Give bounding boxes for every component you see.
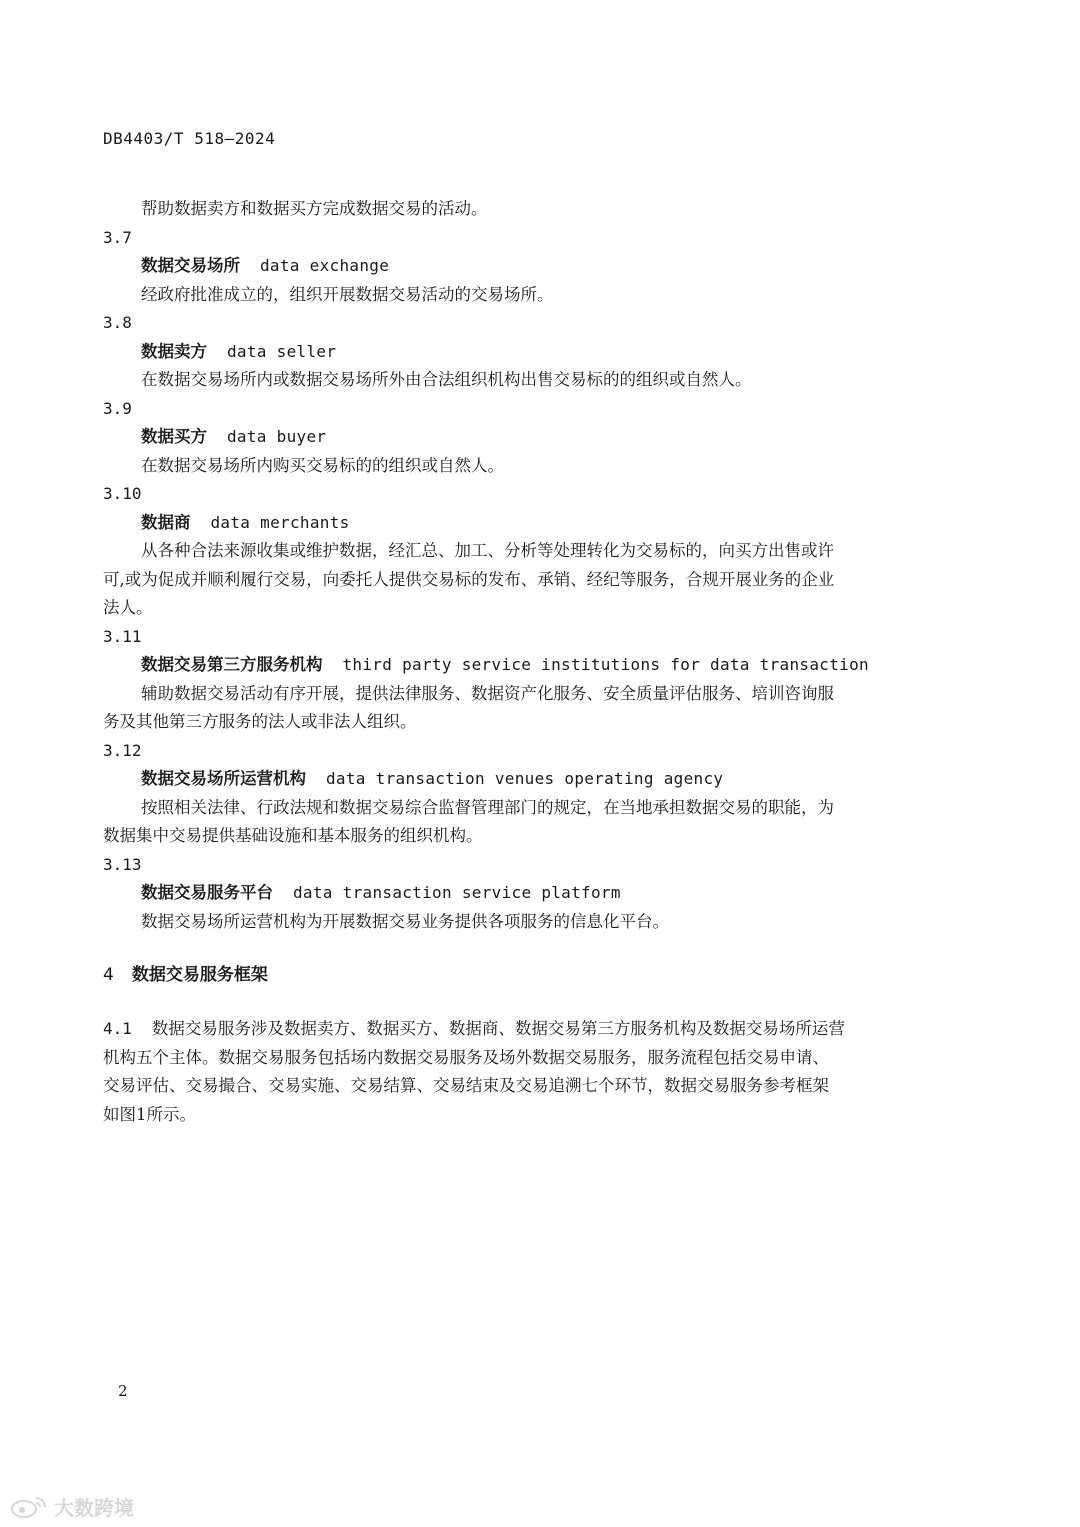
term-title <box>103 252 953 281</box>
clause-line <box>103 1015 953 1044</box>
term-number: 3.9 <box>103 398 132 418</box>
term-definition-line: 可,或为促成并顺利履行交易，向委托人提供交易标的发布、承销、经纪等服务，合规开展业务的企业 <box>103 569 835 589</box>
term-definition-line: 在数据交易场所内购买交易标的的组织或自然人。 <box>141 455 504 475</box>
term-title <box>103 879 953 908</box>
clause-text: 数据交易服务涉及数据卖方、数据买方、数据商、数据交易第三方服务机构及数据交易场所运营 <box>151 1019 845 1038</box>
term-definition-line: 辅助数据交易活动有序开展，提供法律服务、数据资产化服务、安全质量评估服务、培训咨询服 <box>141 683 834 703</box>
term-definition-line: 从各种合法来源收集或维护数据，经汇总、加工、分析等处理转化为交易标的，向买方出售或许 <box>141 541 834 560</box>
term-definition-line: 数据交易场所运营机构为开展数据交易业务提供各项服务的信息化平台。 <box>141 911 669 931</box>
term-title <box>103 423 953 452</box>
weibo-logo-icon <box>10 1494 50 1520</box>
term-definition-line: 在数据交易场所内或数据交易场所外由合法组织机构出售交易标的的组织或自然人。 <box>141 370 752 389</box>
term-number: 3.11 <box>103 626 142 646</box>
clause-4-1 <box>103 1015 953 1129</box>
term-definition-line: 经政府批准成立的，组织开展数据交易活动的交易场所。 <box>141 284 554 304</box>
term-zh: 数据交易服务平台 <box>141 883 273 902</box>
term-number: 3.10 <box>103 484 142 503</box>
term-en: data transaction service platform <box>293 883 621 902</box>
term-title <box>103 651 953 680</box>
term-en: data transaction venues operating agency <box>326 769 724 788</box>
watermark-text: 大数跨境 <box>54 1496 134 1520</box>
term-zh: 数据商 <box>141 512 191 532</box>
term-title <box>103 765 953 794</box>
intro-line: 帮助数据卖方和数据买方完成数据交易的活动。 <box>141 199 488 218</box>
term-definition-line: 数据集中交易提供基础设施和基本服务的组织机构。 <box>103 826 483 845</box>
term-zh: 数据交易第三方服务机构 <box>141 655 323 674</box>
term-number: 3.8 <box>103 313 132 332</box>
term-definition-line: 法人。 <box>103 598 153 617</box>
section-heading <box>103 960 268 985</box>
term-definition-line: 务及其他第三方服务的法人或非法人组织。 <box>103 712 417 731</box>
page-number: 2 <box>118 1382 128 1400</box>
term-en: data exchange <box>260 256 390 275</box>
section-number: 4 <box>103 965 114 985</box>
term-number: 3.13 <box>103 854 142 874</box>
definitions-block <box>103 195 953 936</box>
watermark <box>10 1492 134 1521</box>
term-number: 3.12 <box>103 740 142 760</box>
term-zh: 数据交易场所运营机构 <box>141 769 306 788</box>
clause-number: 4.1 <box>103 1019 132 1038</box>
term-en: data seller <box>227 341 337 361</box>
term-zh: 数据卖方 <box>141 341 207 361</box>
term-en: data buyer <box>227 427 327 446</box>
term-title <box>103 338 953 367</box>
clause-line: 交易评估、交易撮合、交易实施、交易结算、交易结束及交易追溯七个环节，数据交易服务参考框架 <box>103 1076 829 1095</box>
section-title: 数据交易服务框架 <box>131 965 268 985</box>
term-title <box>103 509 953 538</box>
term-en: data merchants <box>210 512 350 532</box>
standard-code: DB4403/T 518—2024 <box>103 129 276 148</box>
term-zh: 数据交易场所 <box>141 256 240 275</box>
clause-line: 机构五个主体。数据交易服务包括场内数据交易服务及场外数据交易服务，服务流程包括交易申请、 <box>103 1047 829 1067</box>
term-definition-line: 按照相关法律、行政法规和数据交易综合监督管理部门的规定，在当地承担数据交易的职能，为 <box>141 797 834 817</box>
term-number: 3.7 <box>103 227 132 247</box>
term-zh: 数据买方 <box>141 427 207 446</box>
term-en: third party service institutions for data transaction <box>342 655 869 674</box>
clause-line: 如图1所示。 <box>103 1104 196 1124</box>
